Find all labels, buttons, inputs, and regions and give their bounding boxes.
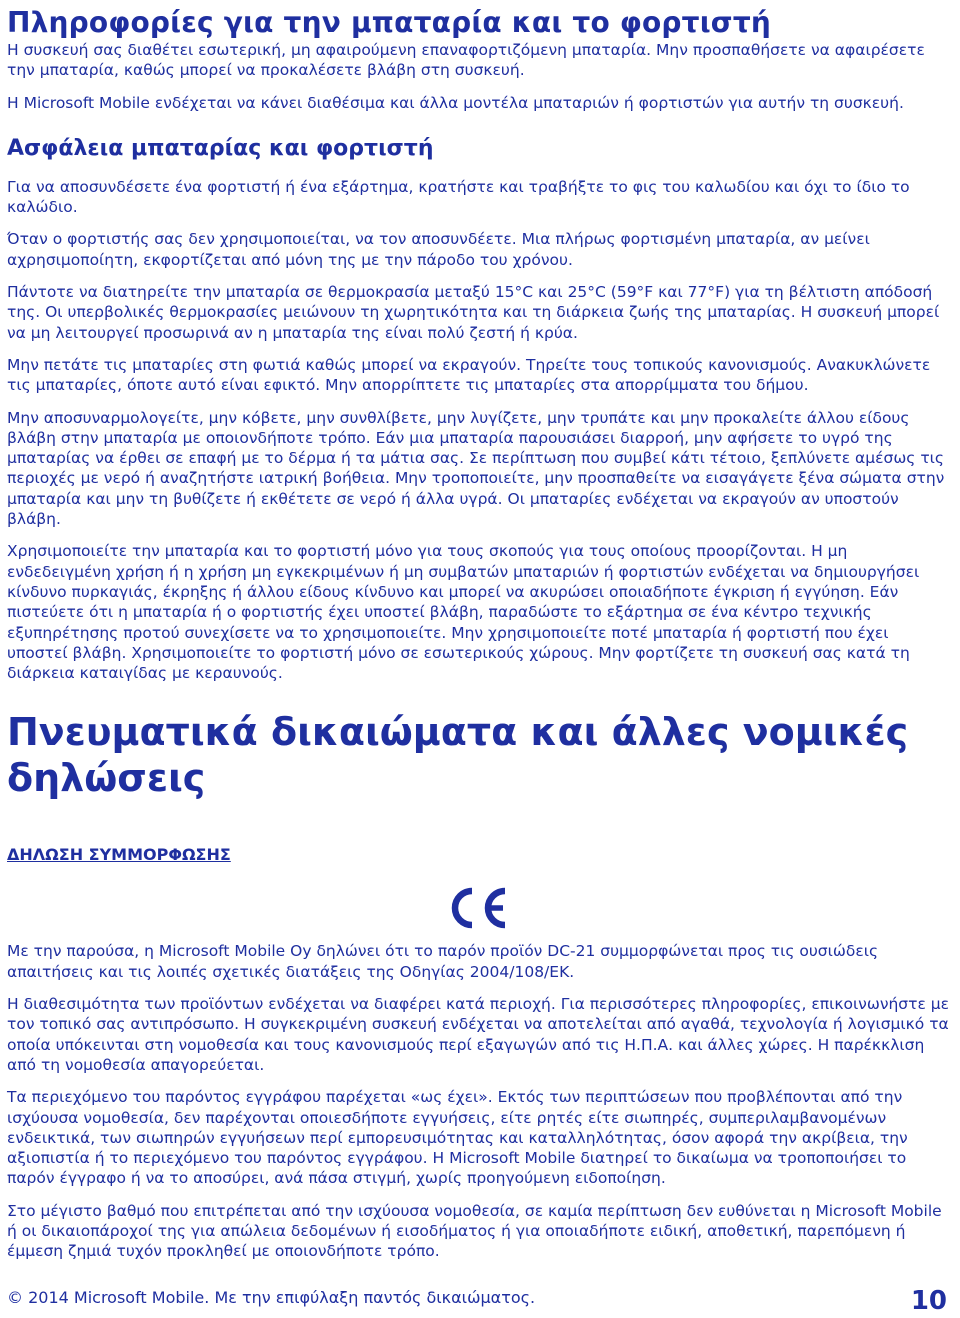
- page-footer: [7, 1286, 953, 1316]
- battery-safety-paragraph: Για να αποσυνδέσετε ένα φορτιστή ή ένα εξάρτημα, κρατήστε και τραβήξτε το φις του καλωδίου και όχι το ίδιο το καλώδιο.: [7, 177, 910, 217]
- battery-safety-paragraph: Πάντοτε να διατηρείτε την μπαταρία σε θερμοκρασία μεταξύ 15°C και 25°C (59°F και 77°F) για τη βέλτιστη απόδοσή της. Οι υπερβολικές θερμοκρασίες μειώνουν τη χωρητικότητα και τη διάρκεια ζωής της μπαταρίας. Η συσκευή μπορεί να μη λειτουργεί προσωρινά αν η μπαταρία της είναι πολύ ζεστή ή κρύα.: [7, 283, 940, 342]
- document-page: [7, 0, 953, 1274]
- copyright-text: © 2014 Microsoft Mobile. Με την επιφύλαξη παντός δικαιώματος.: [7, 1288, 536, 1307]
- battery-info-title: Πληροφορίες για την μπαταρία και το φορτιστή: [7, 6, 772, 39]
- battery-safety-paragraph: Όταν ο φορτιστής σας δεν χρησιμοποιείται, να τον αποσυνδέετε. Μια πλήρως φορτισμένη μπαταρία, αν μείνει αχρησιμοποίητη, εκφορτίζεται από μόνη της με την πάροδο του χρόνου.: [7, 230, 870, 269]
- ce-mark-icon: [445, 885, 509, 931]
- battery-safety-paragraph: Μην αποσυναρμολογείτε, μην κόβετε, μην συνθλίβετε, μην λυγίζετε, μην τρυπάτε και μην προκαλείτε άλλου είδους βλάβη στην μπαταρία με οποιονδήποτε τρόπο. Εάν μια μπαταρία παρουσιάσει διαρροή, μην αφήσετε το υγρό της μπαταρίας να έρθει σε επαφή με το δέρμα ή τα μάτια σας. Σε περίπτωση που συμβεί κάτι τέτοιο, ξεπλύνετε αμέσως τις περιοχές με νερό ή αναζητήστε ιατρική βοήθεια. Μην τροποποιείτε, μην προσπαθείτε να εισαγάγετε ξένα σώματα στην μπαταρία και μην τη βυθίζετε ή εκθέτετε σε νερό ή άλλα υγρά. Οι μπαταρίες ενδέχεται να εκραγούν αν υποστούν βλάβη.: [7, 408, 945, 529]
- battery-info-section: [7, 6, 953, 113]
- legal-section: [7, 709, 953, 1261]
- battery-info-paragraph: Η Microsoft Mobile ενδέχεται να κάνει διαθέσιμα και άλλα μοντέλα μπαταριών ή φορτιστών για αυτήν τη συσκευή.: [7, 93, 904, 112]
- legal-paragraph: Η διαθεσιμότητα των προϊόντων ενδέχεται να διαφέρει κατά περιοχή. Για περισσότερες πληροφορίες, επικοινωνήστε με τον τοπικό σας αντιπρόσωπο. Η συγκεκριμένη συσκευή ενδέχεται να αποτελείται από αγαθά, τεχνολογία ή λογισμικό τα οποία υπόκεινται στη νομοθεσία και τους κανονισμούς περί εξαγωγών από τις Η.Π.Α. και άλλες χώρες. Η παρέκκλιση από τη νομοθεσία απαγορεύεται.: [7, 995, 950, 1074]
- battery-safety-paragraph: Χρησιμοποιείτε την μπαταρία και το φορτιστή μόνο για τους σκοπούς για τους οποίους προορίζονται. Η μη ενδεδειγμένη χρήση ή η χρήση μη εγκεκριμένων ή μη συμβατών μπαταριών ή φορτιστών ενδέχεται να δημιουργήσει κίνδυνο πυρκαγιάς, έκρηξης ή άλλου είδους κίνδυνο και μπορεί να ακυρώσει οποιαδήποτε έγκριση ή εγγύηση. Εάν πιστεύετε ότι η μπαταρία ή ο φορτιστής έχει υποστεί βλάβη, παραδώστε το εξάρτημα σε ένα κέντρο τεχνικής εξυπηρέτησης προτού συνεχίσετε να το χρησιμοποιείτε. Μην χρησιμοποιείτε ποτέ μπαταρία ή φορτιστή που έχει υποστεί βλάβη. Χρησιμοποιείτε το φορτιστή μόνο σε εσωτερικούς χώρους. Μην φορτίζετε τη συσκευή σας κατά τη διάρκεια καταιγίδας με κεραυνούς.: [7, 542, 920, 683]
- legal-title: Πνευματικά δικαιώματα και άλλες νομικές δηλώσεις: [7, 710, 909, 801]
- page-number: 10: [910, 1286, 947, 1316]
- declaration-title: ΔΗΛΩΣΗ ΣΥΜΜΟΡΦΩΣΗΣ: [7, 845, 231, 865]
- legal-paragraph: Τα περιεχόμενο του παρόντος εγγράφου παρέχεται «ως έχει». Εκτός των περιπτώσεων που προβλέπονται από την ισχύουσα νομοθεσία, δεν παρέχονται οποιεσδήποτε εγγυήσεις, είτε ρητές είτε σιωπηρές, συμπεριλαμβανομένων ενδεικτικά, των σιωπηρών εγγυήσεων περί εμπορευσιμότητας και καταλληλότητας, όσον αφορά την ακρίβεια, την αξιοπιστία ή το περιεχόμενο του παρόντος εγγράφου. Η Microsoft Mobile διατηρεί το δικαίωμα να τροποποιήσει το παρόν έγγραφο ή να το αποσύρει, ανά πάσα στιγμή, χωρίς προηγούμενη ειδοποίηση.: [7, 1088, 908, 1188]
- battery-info-paragraph: Η συσκευή σας διαθέτει εσωτερική, μη αφαιρούμενη επαναφορτιζόμενη μπαταρία. Μην προσπαθήσετε να αφαιρέσετε την μπαταρία, καθώς μπορεί να προκαλέσετε βλάβη στη συσκευή.: [7, 41, 925, 80]
- battery-safety-title: Ασφάλεια μπαταρίας και φορτιστή: [7, 135, 434, 161]
- legal-paragraph: Με την παρούσα, η Microsoft Mobile Oy δηλώνει ότι το παρόν προϊόν DC-21 συμμορφώνεται προς τις ουσιώδεις απαιτήσεις και τις λοιπές σχετικές διατάξεις της Οδηγίας 2004/108/ΕΚ.: [7, 942, 879, 981]
- battery-safety-paragraph: Μην πετάτε τις μπαταρίες στη φωτιά καθώς μπορεί να εκραγούν. Τηρείτε τους τοπικούς κανονισμούς. Ανακυκλώνετε τις μπαταρίες, όποτε αυτό είναι εφικτό. Μην απορρίπτετε τις μπαταρίες στα απορρίμματα του δήμου.: [7, 355, 931, 395]
- legal-paragraph: Στο μέγιστο βαθμό που επιτρέπεται από την ισχύουσα νομοθεσία, σε καμία περίπτωση δεν ευθύνεται η Microsoft Mobile ή οι δικαιοπάροχοί της για απώλεια δεδομένων ή εισοδήματος ή για οποιαδήποτε ειδική, αποθετική, παρεπόμενη ή έμμεση ζημιά τυχόν προκληθεί με οποιονδήποτε τρόπο.: [7, 1201, 942, 1261]
- battery-safety-section: [7, 135, 953, 684]
